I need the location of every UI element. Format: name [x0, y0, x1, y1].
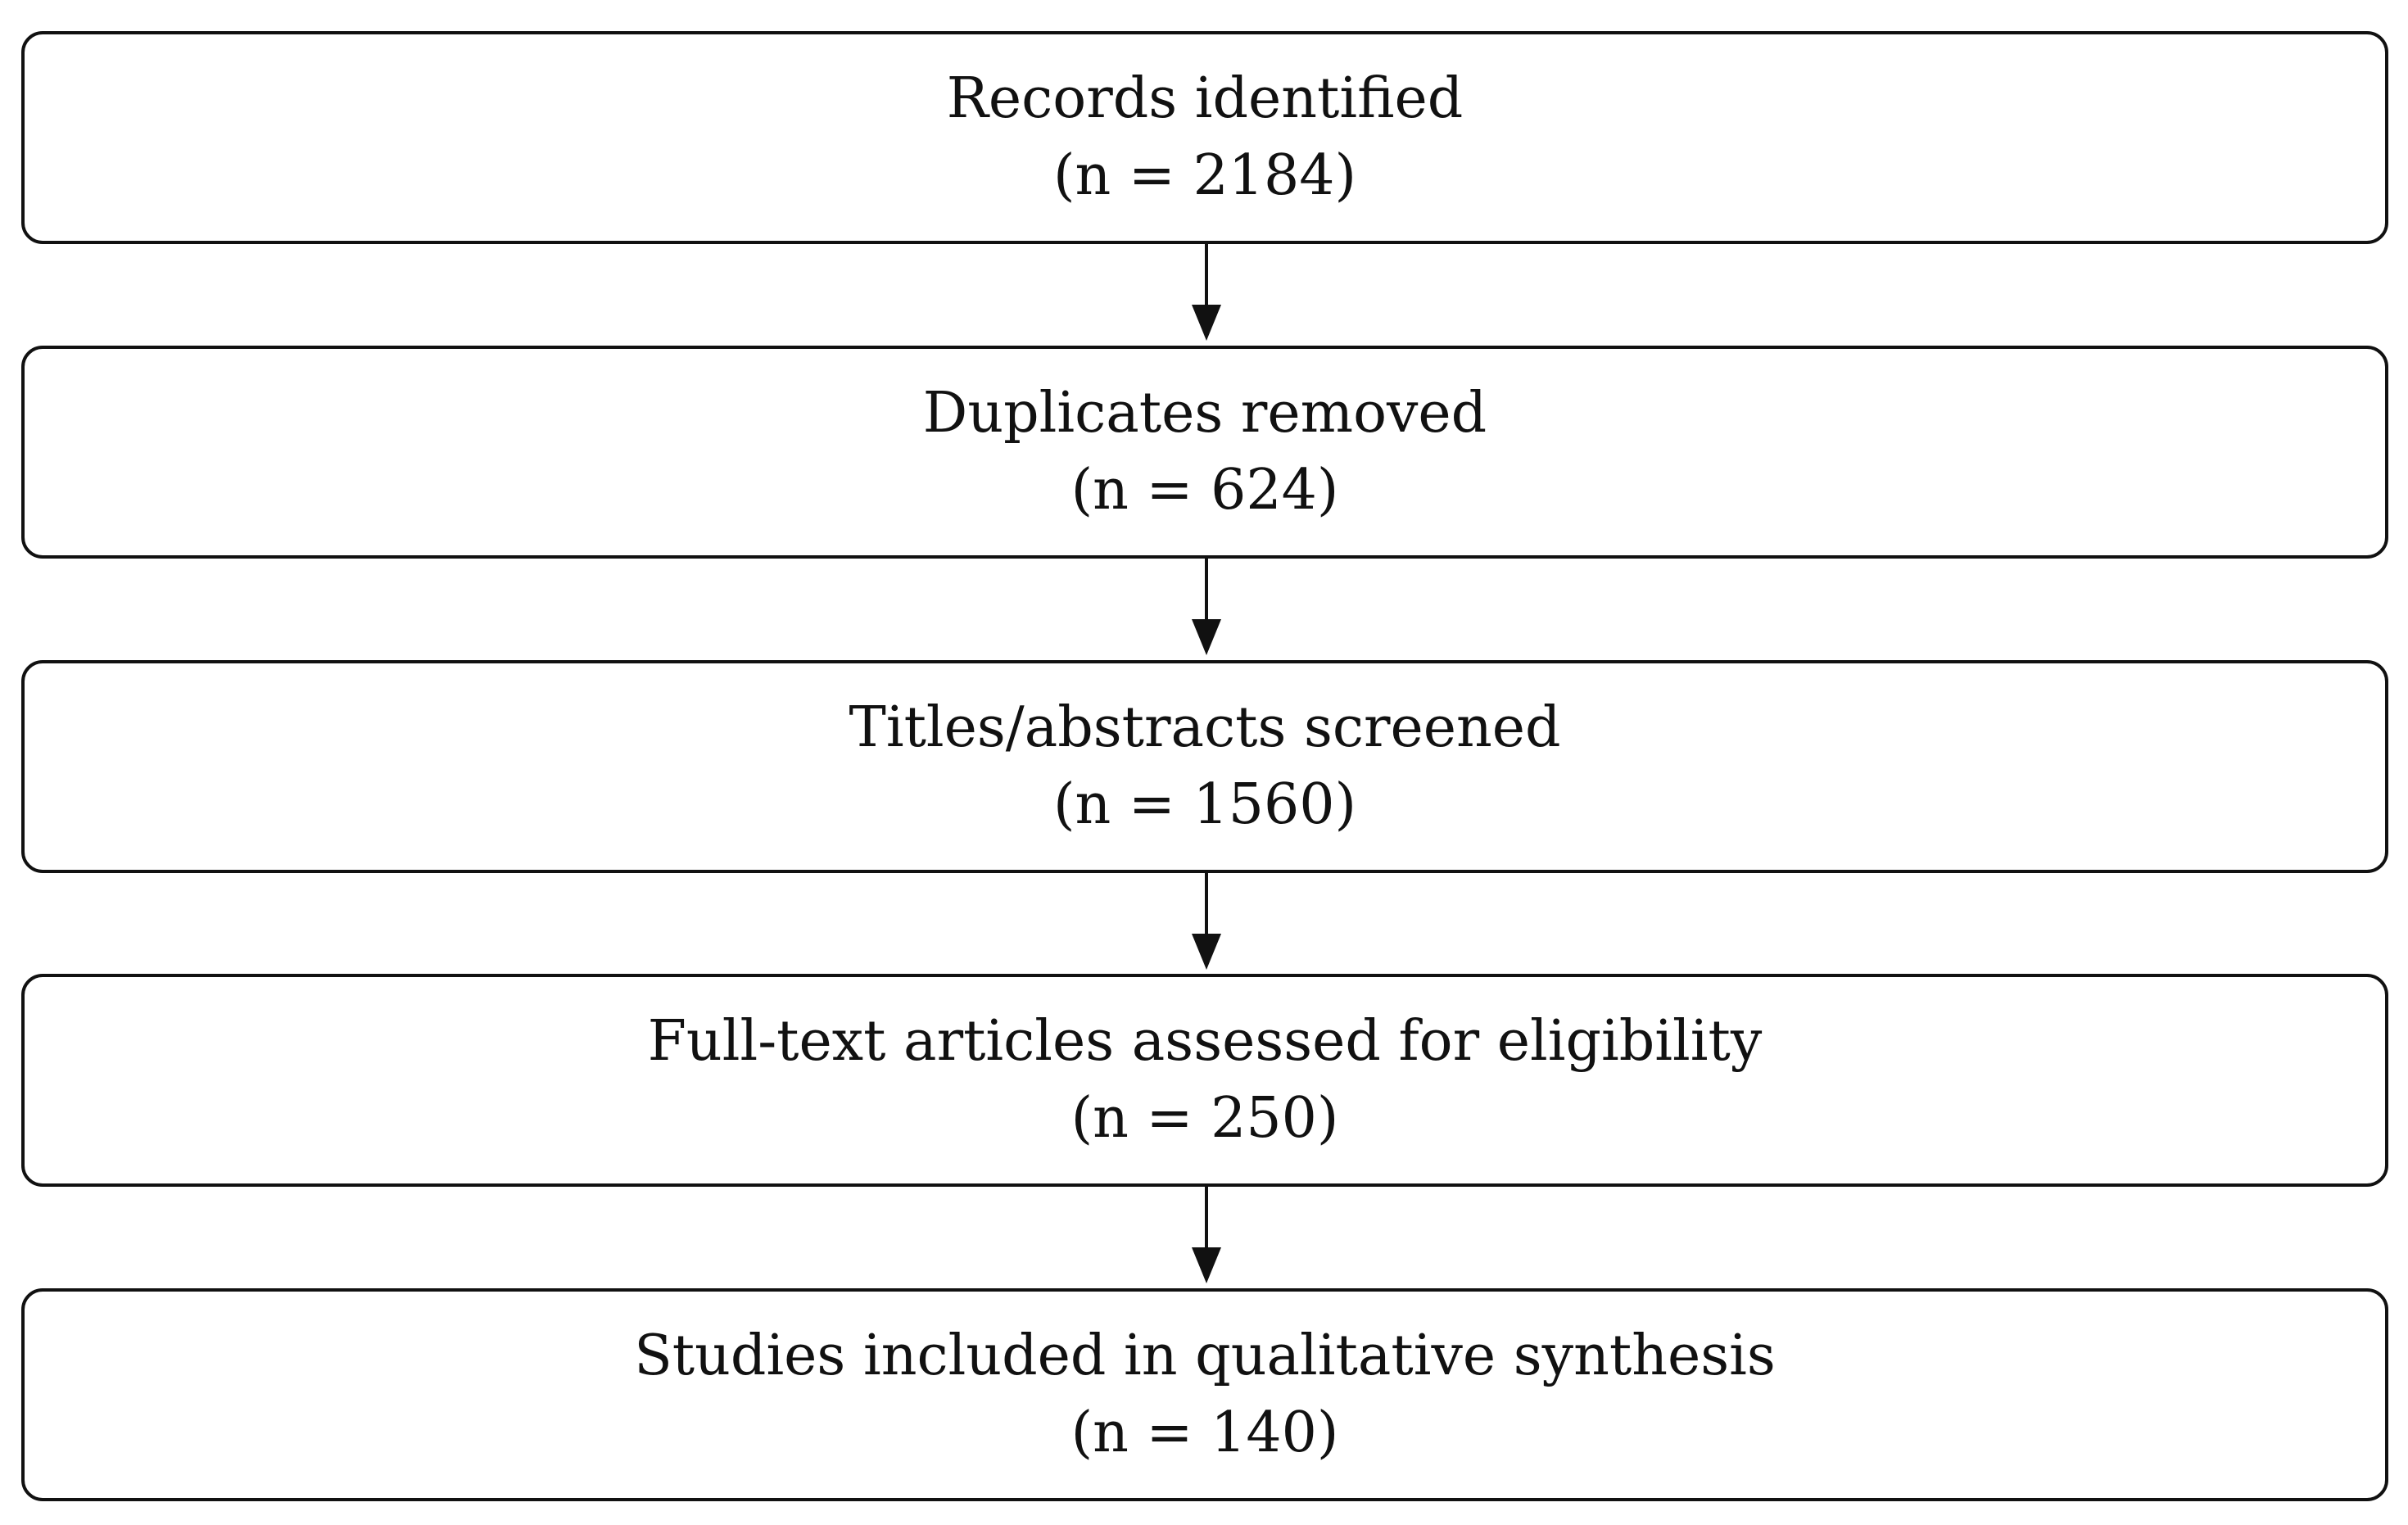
box-count: (n = 1560) — [1052, 772, 1357, 837]
box-titles-abstracts-screened — [21, 660, 2388, 873]
box-label: Studies included in qualitative synthesis — [634, 1324, 1776, 1388]
box-full-text-assessed — [21, 974, 2388, 1187]
box-label: Full-text articles assessed for eligibility — [647, 1009, 1763, 1074]
box-count: (n = 140) — [1070, 1401, 1339, 1465]
box-label: Titles/abstracts screened — [849, 695, 1561, 760]
box-count: (n = 624) — [1070, 458, 1339, 523]
box-label: Records identified — [946, 66, 1464, 131]
box-count: (n = 250) — [1070, 1086, 1339, 1151]
box-label: Duplicates removed — [922, 381, 1487, 446]
box-count: (n = 2184) — [1052, 143, 1357, 208]
box-records-identified — [21, 31, 2388, 244]
box-duplicates-removed — [21, 346, 2388, 559]
box-studies-included — [21, 1288, 2388, 1501]
